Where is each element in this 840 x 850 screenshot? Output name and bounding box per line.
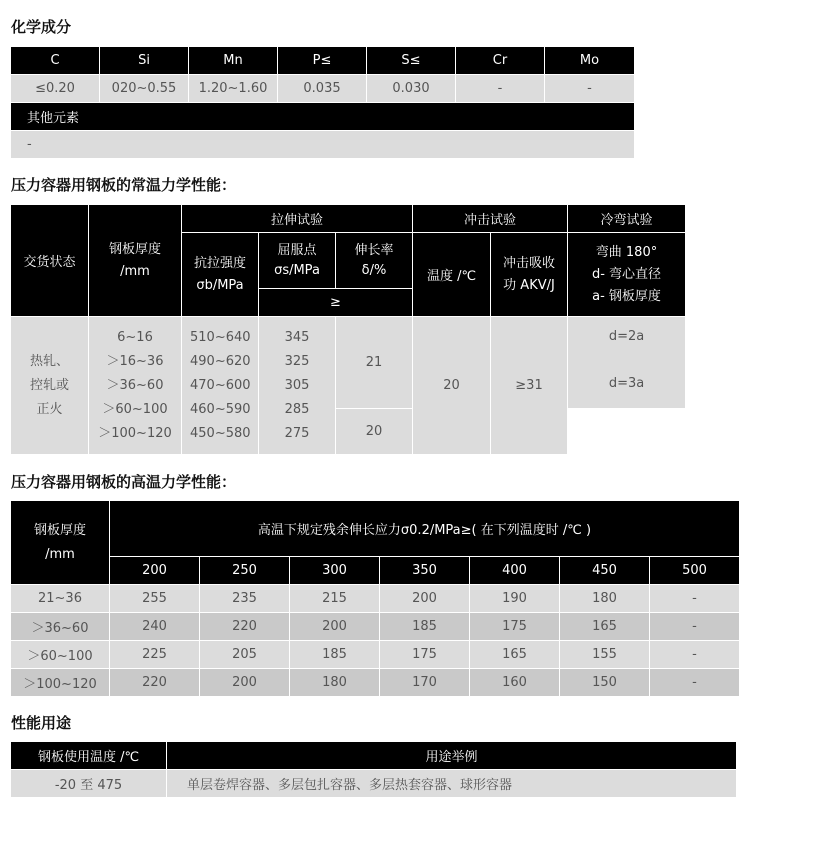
section4-title: 性能用途 (11, 714, 72, 732)
row-value: 200 (380, 585, 470, 613)
header-bend: 冷弯试验 (568, 205, 686, 233)
cell-thickness-list (89, 317, 182, 455)
thickness-item: ＞36~60 (106, 377, 164, 393)
col-header-mo: Mo (545, 47, 635, 75)
table-row (11, 613, 740, 641)
cell-impact-temp: 20 (413, 317, 491, 455)
header-thickness-ht: 钢板厚度 /mm (11, 501, 110, 585)
row-value: 225 (110, 641, 200, 669)
cell-bend-b: d=3a (568, 361, 686, 407)
row-value: - (650, 641, 740, 669)
row-value: 215 (290, 585, 380, 613)
col-header-s: S≤ (367, 47, 456, 75)
header-yield: 屈服点 σs/MPa (259, 233, 336, 289)
row-value: 220 (110, 669, 200, 697)
row-value: 165 (470, 641, 560, 669)
header-thickness: 钢板厚度 /mm (89, 205, 182, 317)
row-value: - (650, 669, 740, 697)
row-value: 160 (470, 669, 560, 697)
row-thickness: ＞60~100 (11, 641, 110, 669)
cell-elong-a: 21 (336, 317, 413, 409)
cell-usage-example: 单层卷焊容器、多层包扎容器、多层热套容器、球形容器 (167, 770, 737, 798)
header-strength: 抗拉强度 σb/MPa (182, 233, 259, 317)
cell-si: 020~0.55 (100, 75, 189, 103)
high-temp-table (10, 500, 740, 697)
section2-title: 压力容器用钢板的常温力学性能： (11, 176, 237, 194)
temp-header: 250 (200, 557, 290, 585)
temp-header: 200 (110, 557, 200, 585)
row-value: 190 (470, 585, 560, 613)
header-impact: 冲击试验 (413, 205, 568, 233)
strength-item: 450~580 (190, 425, 251, 441)
row-value: 170 (380, 669, 470, 697)
yield-item: 345 (284, 329, 310, 345)
row-value: 175 (470, 613, 560, 641)
table-row (11, 669, 740, 697)
row-value: 205 (200, 641, 290, 669)
row-value: 255 (110, 585, 200, 613)
cell-yield-list (259, 317, 336, 455)
row-thickness: 21~36 (11, 585, 110, 613)
header-elong: 伸长率 δ/% (336, 233, 413, 289)
row-value: - (650, 585, 740, 613)
temp-header: 500 (650, 557, 740, 585)
cell-c: ≤0.20 (11, 75, 100, 103)
row-value: 220 (200, 613, 290, 641)
cell-mo: - (545, 75, 635, 103)
cell-cr: - (456, 75, 545, 103)
row-thickness: ＞100~120 (11, 669, 110, 697)
table-row (11, 641, 740, 669)
col-header-cr: Cr (456, 47, 545, 75)
thickness-item: ＞16~36 (106, 353, 164, 369)
thickness-item: 6~16 (117, 329, 153, 345)
temp-header: 300 (290, 557, 380, 585)
col-header-c: C (11, 47, 100, 75)
row-value: 185 (290, 641, 380, 669)
row-thickness: ＞36~60 (11, 613, 110, 641)
row-value: 180 (560, 585, 650, 613)
col-header-mn: Mn (189, 47, 278, 75)
row-value: 200 (290, 613, 380, 641)
strength-item: 490~620 (190, 353, 251, 369)
cell-delivery: 热轧、 控轧或 正火 (11, 317, 89, 455)
header-stress: 高温下规定残余伸长应力σ0.2/MPa≥( 在下列温度时 /℃ ) (110, 501, 740, 557)
row-value: 185 (380, 613, 470, 641)
cell-absorb: ≥31 (491, 317, 568, 455)
strength-item: 470~600 (190, 377, 251, 393)
table-row (11, 585, 740, 613)
row-value: 150 (560, 669, 650, 697)
header-ge: ≥ (259, 289, 413, 317)
thickness-item: ＞60~100 (102, 401, 168, 417)
yield-item: 285 (284, 401, 310, 417)
col-header-p: P≤ (278, 47, 367, 75)
row-value: 155 (560, 641, 650, 669)
cell-mn: 1.20~1.60 (189, 75, 278, 103)
header-tensile: 拉伸试验 (182, 205, 413, 233)
row-value: 175 (380, 641, 470, 669)
cell-s: 0.030 (367, 75, 456, 103)
other-elements-label: 其他元素 (11, 103, 635, 131)
yield-item: 325 (284, 353, 310, 369)
cell-p: 0.035 (278, 75, 367, 103)
yield-item: 275 (284, 425, 310, 441)
yield-item: 305 (284, 377, 310, 393)
section3-title: 压力容器用钢板的高温力学性能： (11, 473, 237, 491)
row-value: 200 (200, 669, 290, 697)
cell-usage-temp: -20 至 475 (11, 770, 167, 798)
row-value: - (650, 613, 740, 641)
row-value: 240 (110, 613, 200, 641)
header-absorb: 冲击吸收 功 AKV/J (491, 233, 568, 317)
temp-header: 400 (470, 557, 560, 585)
cell-strength-list (182, 317, 259, 455)
thickness-item: ＞100~120 (98, 425, 172, 441)
section1-title: 化学成分 (11, 18, 72, 36)
strength-item: 460~590 (190, 401, 251, 417)
header-delivery: 交货状态 (11, 205, 89, 317)
cell-bend-a: d=2a (568, 317, 686, 409)
cell-elong-b: 20 (336, 409, 413, 455)
room-temp-table (10, 204, 686, 455)
usage-table (10, 741, 737, 798)
temp-header: 350 (380, 557, 470, 585)
row-value: 180 (290, 669, 380, 697)
chemical-table (10, 46, 635, 159)
header-bend-detail: 弯曲 180° d- 弯心直径 a- 钢板厚度 (568, 233, 686, 317)
col-header-si: Si (100, 47, 189, 75)
row-value: 165 (560, 613, 650, 641)
header-usage-example: 用途举例 (167, 742, 737, 770)
temp-header: 450 (560, 557, 650, 585)
header-temp: 温度 /℃ (413, 233, 491, 317)
other-elements-value: - (11, 131, 635, 159)
row-value: 235 (200, 585, 290, 613)
header-usage-temp: 钢板使用温度 /℃ (11, 742, 167, 770)
strength-item: 510~640 (190, 329, 251, 345)
